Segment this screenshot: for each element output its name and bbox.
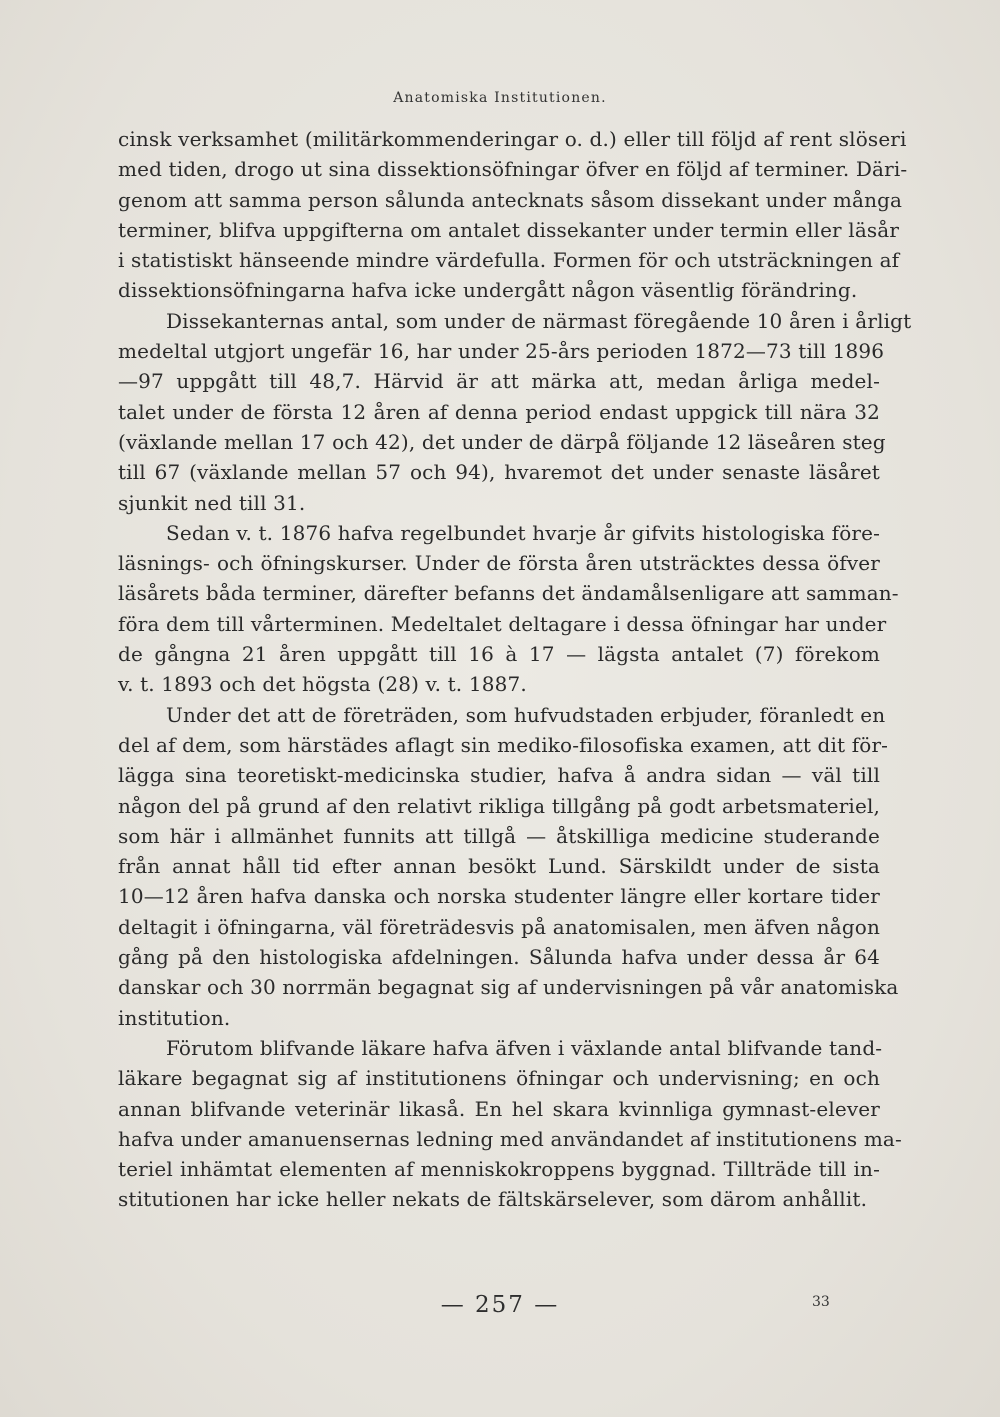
text-line: sjunkit ned till 31. bbox=[118, 490, 306, 515]
page-number: — 257 — bbox=[440, 1292, 560, 1318]
text-line: hafva under amanuensernas ledning med användandet af institutionens ma- bbox=[118, 1126, 902, 1151]
text-line: genom att samma person sålunda antecknats såsom dissekant under många bbox=[118, 187, 903, 212]
text-line: lägga sina teoretiskt-medicinska studier, hafva å andra sidan — väl till bbox=[118, 763, 880, 788]
text-line: de gångna 21 åren uppgått till 16 à 17 — lägsta antalet (7) förekom bbox=[118, 642, 880, 667]
text-line: gång på den histologiska afdelningen. Sålunda hafva under dessa år 64 bbox=[118, 945, 880, 970]
text-line: —97 uppgått till 48,7. Härvid är att märka att, medan årliga medel- bbox=[118, 369, 880, 394]
text-line: deltagit i öfningarna, väl företrädesvis på anatomisalen, men äfven någon bbox=[118, 914, 880, 939]
text-line: del af dem, som härstädes aflagt sin mediko-filosofiska examen, att dit för- bbox=[118, 732, 889, 757]
text-line: Under det att de företräden, som hufvudstaden erbjuder, föranledt en bbox=[166, 702, 886, 727]
text-line: medeltal utgjort ungefär 16, har under 25-års perioden 1872—73 till 1896 bbox=[118, 339, 885, 364]
text-line: annan blifvande veterinär likaså. En hel skara kvinnliga gymnast-elever bbox=[118, 1096, 880, 1121]
running-head: Anatomiska Institutionen. bbox=[393, 90, 607, 106]
text-line: danskar och 30 norrmän begagnat sig af undervisningen på vår anatomiska bbox=[118, 975, 899, 1000]
text-line: Förutom blifvande läkare hafva äfven i växlande antal blifvande tand- bbox=[166, 1035, 883, 1060]
text-line: läsnings- och öfningskurser. Under de första åren utsträcktes dessa öfver bbox=[118, 551, 880, 576]
text-line: i statistiskt hänseende mindre värdefulla. Formen för och utsträckningen af bbox=[118, 248, 900, 273]
text-line: som här i allmänhet funnits att tillgå — åtskilliga medicine studerande bbox=[118, 823, 880, 848]
text-line: läkare begagnat sig af institutionens öfningar och undervisning; en och bbox=[118, 1066, 880, 1091]
text-line: till 67 (växlande mellan 57 och 94), hvaremot det under senaste läsåret bbox=[118, 460, 880, 485]
text-line: någon del på grund af den relativt rikliga tillgång på godt arbetsmateriel, bbox=[118, 793, 880, 818]
text-line: med tiden, drogo ut sina dissektionsöfningar öfver en följd af terminer. Däri- bbox=[118, 157, 908, 182]
text-line: stitutionen har icke heller nekats de fältskärselever, som därom anhållit. bbox=[118, 1187, 868, 1212]
text-line: föra dem till vårterminen. Medeltalet deltagare i dessa öfningar har under bbox=[118, 611, 887, 636]
text-line: (växlande mellan 17 och 42), det under de därpå följande 12 läseåren steg bbox=[118, 429, 886, 454]
text-line: cinsk verksamhet (militärkommenderingar o. d.) eller till följd af rent slöseri bbox=[118, 127, 907, 151]
text-line: v. t. 1893 och det högsta (28) v. t. 1887. bbox=[118, 672, 527, 697]
text-line: läsårets båda terminer, därefter befanns det ändamålsenligare att samman- bbox=[118, 581, 899, 606]
body-text bbox=[118, 124, 912, 1215]
text-line: dissektionsöfningarna hafva icke undergått någon väsentlig förändring. bbox=[118, 278, 858, 303]
text-line: Sedan v. t. 1876 hafva regelbundet hvarje år gifvits histologiska före- bbox=[166, 520, 880, 545]
text-line: Dissekanternas antal, som under de närmast föregående 10 åren i årligt bbox=[166, 308, 912, 333]
text-line: från annat håll tid efter annan besökt Lund. Särskildt under de sista bbox=[118, 854, 880, 879]
text-line: 10—12 åren hafva danska och norska studenter längre eller kortare tider bbox=[118, 884, 880, 909]
text-line: terminer, blifva uppgifterna om antalet dissekanter under termin eller läsår bbox=[118, 217, 900, 242]
signature-mark: 33 bbox=[812, 1294, 830, 1310]
text-line: institution. bbox=[118, 1005, 231, 1030]
text-line: talet under de första 12 åren af denna period endast uppgick till nära 32 bbox=[118, 399, 880, 424]
text-line: teriel inhämtat elementen af menniskokroppens byggnad. Tillträde till in- bbox=[118, 1157, 880, 1182]
